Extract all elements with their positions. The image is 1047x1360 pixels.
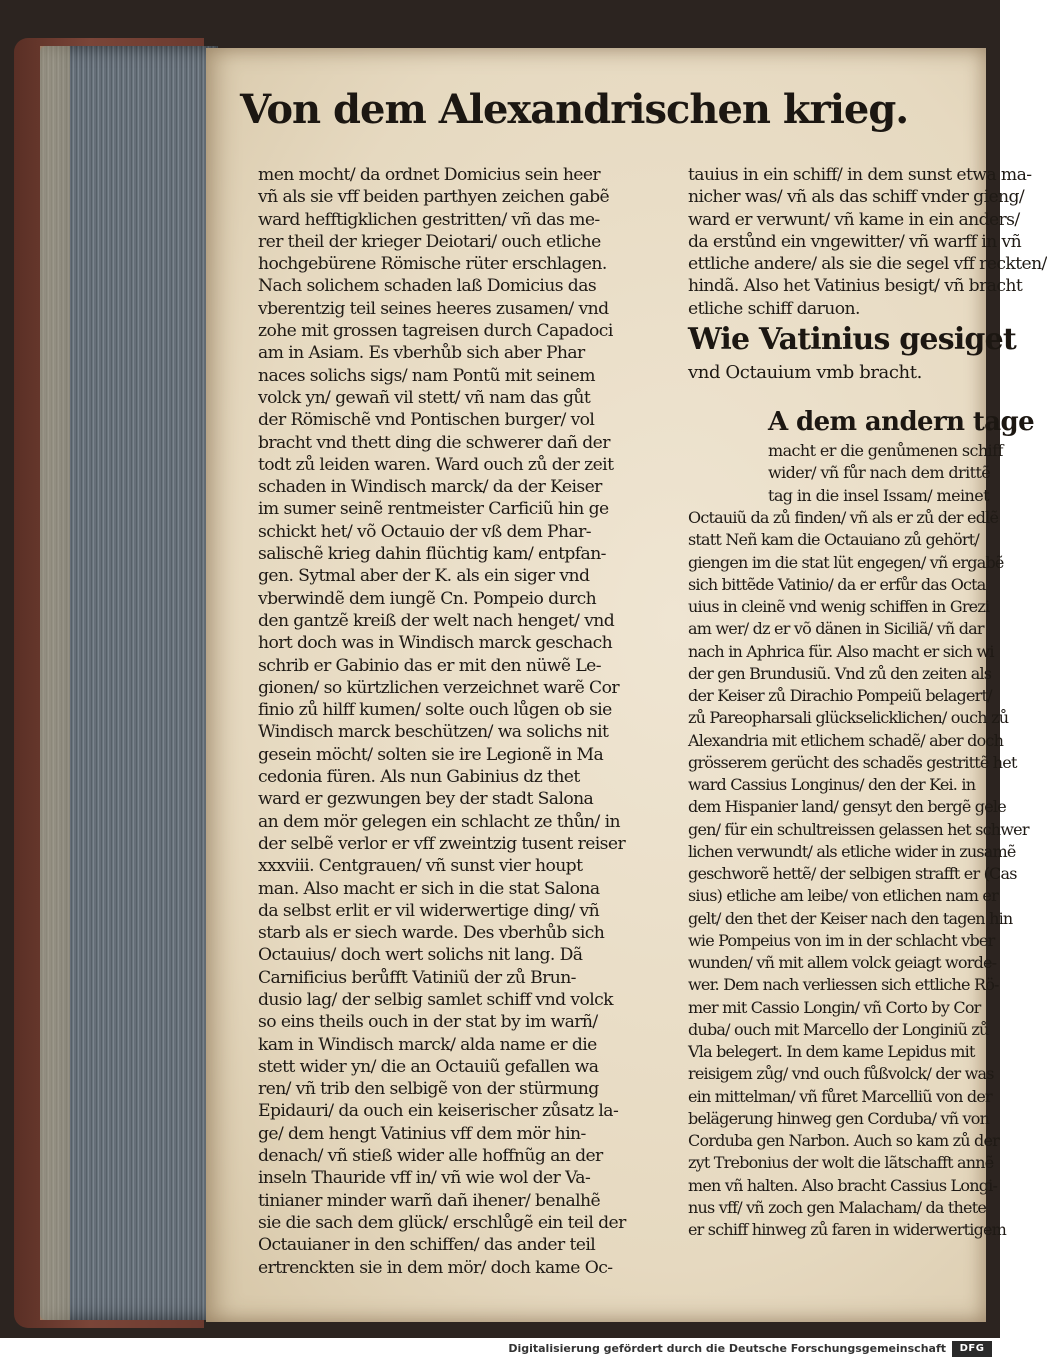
- text-line: tauius in ein schiff/ in dem sunst etwa ma‑: [688, 165, 1032, 185]
- text-line: geschworẽ hettẽ/ der selbigen strafft er (Cas: [688, 864, 1017, 883]
- chapter-heading-line1: Wie Vatinius gesiget: [688, 322, 1016, 357]
- text-line: dusio lag/ der selbig samlet schiff vnd volck: [258, 989, 613, 1010]
- text-line: duba/ ouch mit Marcello der Longiniũ zů: [688, 1019, 989, 1039]
- text-line: stett wider yn/ die an Octauiũ gefallen wa: [258, 1056, 599, 1077]
- text-line: tinianer minder warñ dañ ihener/ benalhẽ: [258, 1190, 601, 1211]
- text-line: nicher was/ vñ als das schiff vnder gieng/: [688, 187, 1025, 208]
- text-line: da selbst erlit er vil widerwertige ding/ vñ: [258, 900, 600, 921]
- text-line: er schiff hinweg zů faren in widerwertigem: [688, 1220, 1007, 1239]
- text-line: etliche schiff daruon.: [688, 298, 860, 319]
- text-line: wider/ vñ fůr nach dem drittẽ: [768, 463, 991, 483]
- text-line: der Keiser zů Dirachio Pompeiũ belagert/: [688, 686, 992, 705]
- text-line: gen/ für ein schultreissen gelassen het schwer: [688, 819, 1029, 839]
- text-line: macht er die genůmenen schiff: [768, 441, 1003, 460]
- text-line: man. Also macht er sich in die stat Salona: [258, 878, 600, 899]
- text-line: Vla belegert. In dem kame Lepidus mit: [688, 1042, 975, 1061]
- text-line: ein mittelman/ vñ fůret Marcelliũ von der: [688, 1086, 992, 1106]
- text-line: kam in Windisch marck/ alda name er die: [258, 1034, 597, 1055]
- text-line: den gantzẽ kreiß der welt nach henget/ vnd: [258, 610, 615, 631]
- text-line: rer theil der krieger Deiotari/ ouch etliche: [258, 231, 601, 252]
- text-line: Epidauri/ da ouch ein keiserischer zůsatz la‑: [258, 1101, 619, 1122]
- text-line: Nach solichem schaden laß Domicius das: [258, 276, 597, 297]
- text-line: lichen verwundt/ als etliche wider in zusamẽ: [688, 841, 1016, 861]
- text-line: hindã. Also het Vatinius besigt/ vñ bracht: [688, 276, 1023, 297]
- text-line: men mocht/ da ordnet Domicius sein heer: [258, 165, 601, 185]
- text-line: cedonia füren. Als nun Gabinius dz thet: [258, 767, 580, 788]
- text-line: Windisch marck beschützen/ wa solichs nit: [258, 722, 609, 743]
- running-header: Von dem Alexandrischen krieg.: [240, 86, 909, 133]
- text-line: gionen/ so kürtzlichen verzeichnet warẽ Cor: [258, 677, 619, 698]
- digitization-credit-bar: [0, 1338, 1000, 1360]
- text-line: ward er verwunt/ vñ kame in ein anders/: [688, 209, 1020, 230]
- text-line: wie Pompeius von im in der schlacht vber: [688, 930, 995, 950]
- text-line: inseln Thauride vff in/ vñ wie wol der Va‑: [258, 1168, 591, 1189]
- text-line: der Römischẽ vnd Pontischen burger/ vol: [258, 410, 595, 431]
- text-line: ward Cassius Longinus/ den der Kei. in: [688, 775, 976, 794]
- text-line: ward hefftigklichen gestritten/ vñ das me‑: [258, 209, 600, 230]
- initial-line-text: A dem andern tage: [768, 407, 1035, 437]
- text-line: starb als er siech warde. Des vberhůb sich: [258, 923, 605, 944]
- text-line: nach in Aphrica für. Also macht er sich wi: [688, 641, 994, 661]
- text-line: gen. Sytmal aber der K. als ein siger vnd: [258, 566, 590, 587]
- text-line: giengen im die stat lüt engegen/ vñ ergabẽ: [688, 552, 1004, 572]
- text-line: uius in cleinẽ vnd wenig schiffen in Grezi: [688, 597, 990, 616]
- text-line: Octauianer in den schiffen/ das ander teil: [258, 1235, 596, 1256]
- text-column-right-indented: [768, 440, 1003, 507]
- text-line: belägerung hinweg gen Corduba/ vñ von: [688, 1108, 990, 1128]
- text-line: Corduba gen Narbon. Auch so kam zů der: [688, 1131, 999, 1150]
- text-line: tag in die insel Issam/ meinet: [768, 485, 989, 505]
- text-column-right-bottom: [688, 507, 1029, 1241]
- text-line: ettliche andere/ als sie die segel vff reckten/: [688, 254, 1047, 275]
- text-line: Carnificius berůfft Vatiniũ der zů Brun‑: [258, 967, 576, 988]
- chapter-heading-line2: vnd Octauium vmb bracht.: [688, 362, 922, 383]
- text-column-left: [258, 164, 673, 1279]
- text-line: da erstůnd ein vngewitter/ vñ warff in vñ: [688, 231, 1022, 252]
- text-line: nus vff/ vñ zoch gen Malacham/ da thete: [688, 1197, 987, 1217]
- text-line: schickt het/ võ Octauio der vß dem Phar‑: [258, 521, 591, 542]
- text-line: volck yn/ gewañ vil stett/ vñ nam das gůt: [258, 387, 591, 408]
- text-line: sius) etliche am leibe/ von etlichen nam er: [688, 886, 998, 906]
- text-line: sich bittẽde Vatinio/ da er erfůr das Octa: [688, 574, 986, 594]
- text-line: der gen Brundusiũ. Vnd zů den zeiten als: [688, 663, 992, 683]
- text-line: gesein möcht/ solten sie ire Legionẽ in Ma: [258, 744, 604, 765]
- text-line: reisigem zůg/ vnd ouch fůßvolck/ der was: [688, 1064, 994, 1084]
- page-edges: [40, 46, 218, 1320]
- text-line: xxxviii. Centgrauen/ vñ sunst vier houpt: [258, 856, 583, 877]
- text-line: finio zů hilff kumen/ solte ouch lůgen ob sie: [258, 700, 612, 721]
- text-line: vñ als sie vff beiden parthyen zeichen gabẽ: [258, 187, 610, 208]
- text-line: statt Neñ kam die Octauiano zů gehört/: [688, 530, 979, 550]
- decorated-initial-line: [768, 405, 1035, 439]
- text-line: sie die sach dem glück/ erschlůgẽ ein teil der: [258, 1212, 626, 1233]
- credit-text: Digitalisierung gefördert durch die Deutsche Forschungsgemeinschaft: [508, 1342, 946, 1355]
- text-line: hochgebürene Römische rüter erschlagen.: [258, 254, 607, 275]
- text-line: todt zů leiden waren. Ward ouch zů der zeit: [258, 454, 614, 475]
- text-line: grösserem gerücht des schadẽs gestrittẽ het: [688, 752, 1017, 772]
- text-line: bracht vnd thett ding die schwerer dañ der: [258, 432, 610, 453]
- text-line: denach/ vñ stieß wider alle hoffnũg an der: [258, 1146, 603, 1167]
- text-line: Octauius/ doch wert solichs nit lang. Dã: [258, 945, 583, 966]
- text-line: vberwindẽ dem iungẽ Cn. Pompeio durch: [258, 588, 597, 609]
- text-line: am in Asiam. Es vberhůb sich aber Phar: [258, 343, 585, 364]
- text-line: der selbẽ verlor er vff zweintzig tusent reiser: [258, 833, 626, 854]
- text-line: gelt/ den thet der Keiser nach den tagen hin: [688, 908, 1013, 928]
- text-line: wunden/ vñ mit allem volck geiagt worde‑: [688, 953, 997, 972]
- chapter-heading: [688, 320, 1016, 386]
- text-line: wer. Dem nach verliessen sich ettliche Rö‑: [688, 975, 999, 995]
- text-line: im sumer seinẽ rentmeister Carficiũ hin ge: [258, 499, 609, 520]
- text-line: hort doch was in Windisch marck geschach: [258, 633, 613, 654]
- text-line: an dem mör gelegen ein schlacht ze thůn/ in: [258, 811, 620, 832]
- text-line: ertrenckten sie in dem mör/ doch kame Oc‑: [258, 1257, 613, 1278]
- text-line: zyt Trebonius der wolt die lãtschafft annẽ: [688, 1153, 994, 1173]
- text-line: men vñ halten. Also bracht Cassius Longi‑: [688, 1175, 998, 1195]
- text-line: Alexandria mit etlichem schadẽ/ aber doch: [688, 730, 1004, 750]
- dfg-logo: DFG: [952, 1341, 992, 1357]
- text-line: schrib er Gabinio das er mit den nüwẽ Le‑: [258, 655, 601, 676]
- text-line: am wer/ dz er võ dänen in Siciliã/ vñ dar: [688, 619, 984, 639]
- text-line: so eins theils ouch in der stat by im warñ/: [258, 1012, 598, 1033]
- text-line: schaden in Windisch marck/ da der Keiser: [258, 477, 602, 498]
- text-line: vberentzig teil seines heeres zusamen/ vnd: [258, 298, 609, 319]
- text-line: zů Pareopharsali glückselicklichen/ ouch zů: [688, 708, 1009, 728]
- text-line: ward er gezwungen bey der stadt Salona: [258, 789, 594, 810]
- text-line: salischẽ krieg dahin flüchtig kam/ entpfan‑: [258, 544, 606, 565]
- text-line: Octauiũ da zů finden/ vñ als er zů der edlẽ: [688, 508, 999, 527]
- text-line: dem Hispanier land/ gensyt den bergẽ gele: [688, 797, 1006, 817]
- text-line: zohe mit grossen tagreisen durch Capadoci: [258, 321, 613, 342]
- text-column-right-top: [688, 164, 1047, 320]
- text-line: mer mit Cassio Longin/ vñ Corto by Cor: [688, 997, 981, 1017]
- text-line: ge/ dem hengt Vatinius vff dem mör hin‑: [258, 1123, 586, 1144]
- text-line: naces solichs sigs/ nam Pontũ mit seinem: [258, 365, 595, 386]
- text-line: ren/ vñ trib den selbigẽ von der stürmung: [258, 1079, 599, 1100]
